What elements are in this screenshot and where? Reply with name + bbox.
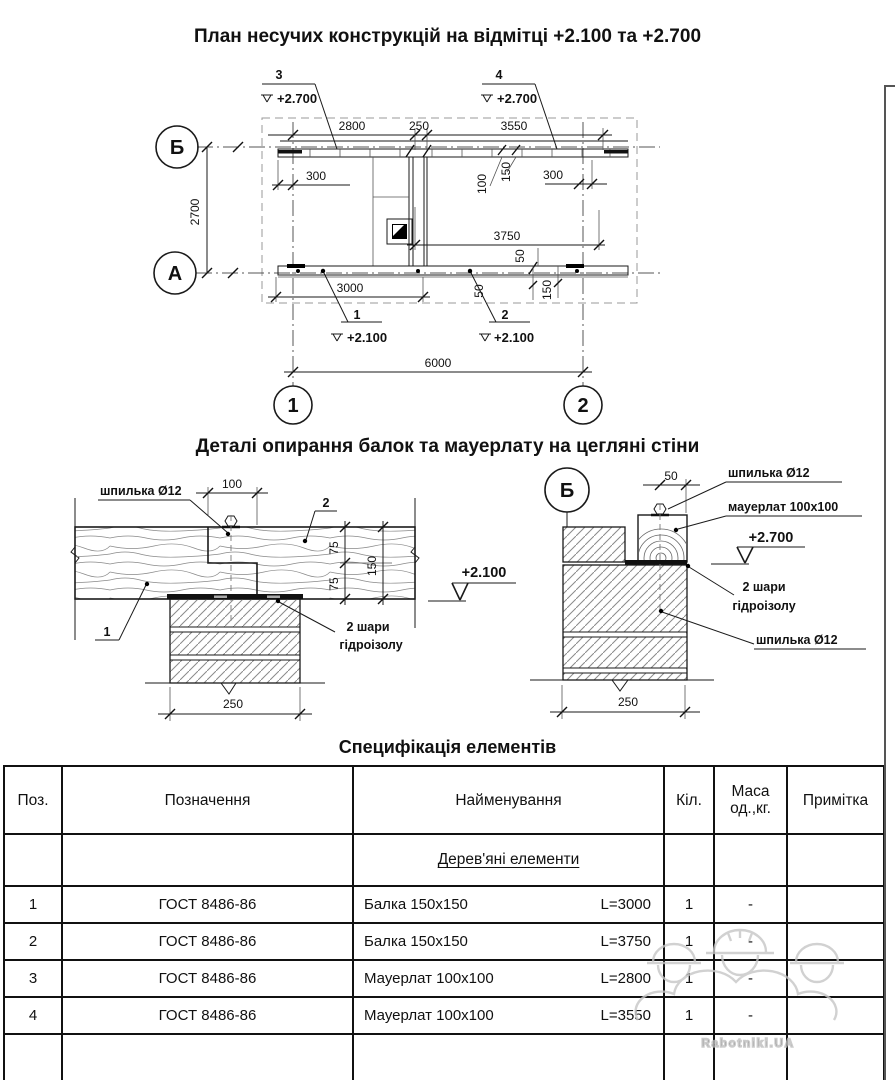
- row-name: Мауерлат 100x100 L=3550: [354, 998, 665, 1035]
- page-border-right: [884, 85, 886, 1080]
- watermark-text: Rabotniki.UA: [701, 1036, 795, 1050]
- dim-3750: [407, 207, 605, 266]
- dim-150: 150: [499, 161, 513, 183]
- dim-lap-100: [196, 477, 268, 525]
- dim-300-left: 300: [305, 169, 327, 183]
- top-wall: [278, 141, 628, 157]
- dim-50-label: 50: [664, 469, 678, 483]
- spec-group-row: [3, 835, 885, 887]
- table-row: [3, 998, 885, 1035]
- mauerlat-callout: [674, 500, 862, 532]
- wall-top-section: [563, 527, 625, 562]
- callout-3-number: 3: [275, 68, 283, 82]
- elevation-2700-label: +2.700: [748, 530, 794, 546]
- dim-6000: [284, 356, 592, 377]
- row-name: Балка 150x150 L=3750: [354, 924, 665, 961]
- row-designation: ГОСТ 8486-86: [63, 887, 354, 924]
- dim-2700: 2700: [188, 198, 202, 226]
- callout-3-elevation: +2.700: [277, 91, 318, 106]
- details-drawing: [0, 455, 895, 765]
- row-note: [788, 887, 885, 924]
- row-name: Балка 150x150 L=3000: [354, 887, 665, 924]
- callout-2: [468, 269, 534, 345]
- spec-open-row: [3, 1035, 885, 1080]
- page-border-stub: [884, 85, 895, 87]
- waterproofing-right-label-2: гідроізолу: [732, 599, 796, 613]
- table-row: [3, 961, 885, 998]
- dim-250: 250: [408, 119, 430, 133]
- row-note: [788, 961, 885, 998]
- chimney-symbol: [387, 219, 412, 244]
- middle-wall: [373, 157, 427, 266]
- group-title: Дерев'яні елементи: [437, 851, 580, 868]
- dim-pier-250: [158, 687, 312, 721]
- header-pos: Поз.: [3, 765, 63, 835]
- stud-label: шпилька Ø12: [100, 484, 182, 498]
- callout-4-elevation: +2.700: [497, 91, 538, 106]
- detail-b-axis-label: Б: [559, 480, 575, 502]
- callout-2-elevation: +2.100: [494, 330, 535, 345]
- beam2-label: 2: [322, 496, 330, 510]
- stud-right-label: шпилька Ø12: [728, 466, 810, 480]
- row-mass: -: [715, 961, 788, 998]
- dim-250-right-label: 250: [617, 695, 639, 709]
- callout-4-number: 4: [495, 68, 503, 82]
- row-pos: 1: [3, 887, 63, 924]
- brick-pier: [145, 594, 325, 694]
- dim-50-bottom: 50: [472, 284, 486, 298]
- waterproofing-label-1: 2 шари: [346, 620, 390, 634]
- axis-lines: [196, 122, 660, 386]
- table-row: [3, 924, 885, 961]
- row-designation: ГОСТ 8486-86: [63, 998, 354, 1035]
- axis-2-label: 2: [577, 395, 589, 417]
- mauerlat-label: мауерлат 100x100: [728, 500, 839, 514]
- header-designation: Позначення: [63, 765, 354, 835]
- axis-a-label: А: [167, 263, 183, 285]
- dim-top-chain: [268, 119, 612, 150]
- header-note: Примітка: [788, 765, 885, 835]
- spec-header-row: [3, 765, 885, 835]
- row-pos: 2: [3, 924, 63, 961]
- dim-overhangs: [272, 160, 607, 190]
- dim-3550: 3550: [500, 119, 528, 133]
- dim-300-right: 300: [542, 168, 564, 182]
- waterproofing-right-label-1: 2 шари: [742, 580, 786, 594]
- callout-1-elevation: +2.100: [347, 330, 388, 345]
- plan-drawing: [0, 60, 895, 425]
- dim-50-top: 50: [513, 249, 527, 263]
- dim-2800: 2800: [338, 119, 366, 133]
- waterproofing-callout-right: [686, 564, 796, 613]
- row-name: Мауерлат 100x100 L=2800: [354, 961, 665, 998]
- elevation-2700: [711, 530, 805, 564]
- row-note: [788, 924, 885, 961]
- waterproofing-layer-right: [625, 560, 687, 565]
- brick-wall-right: [530, 565, 714, 691]
- spec-table: [3, 765, 885, 1080]
- waterproofing-layer: [167, 594, 303, 600]
- row-qty: 1: [665, 961, 715, 998]
- callout-1-number: 1: [353, 308, 361, 322]
- header-qty: Кіл.: [665, 765, 715, 835]
- stud-right-label-2: шпилька Ø12: [756, 633, 838, 647]
- axis-1-label: 1: [287, 395, 299, 417]
- row-mass: -: [715, 887, 788, 924]
- detail-right: [530, 466, 866, 719]
- axis-b-label: Б: [169, 137, 185, 159]
- callout-2-number: 2: [501, 308, 509, 322]
- table-row: [3, 887, 885, 924]
- dim-3000: [268, 277, 430, 302]
- callout-3: [261, 68, 337, 149]
- dim-150-label: 150: [365, 555, 379, 577]
- header-mass: Маса од.,кг.: [715, 765, 788, 835]
- dim-50-right: [643, 469, 700, 513]
- dim-wall-250: [550, 685, 700, 719]
- spec-title: Специфікація елементів: [338, 737, 557, 757]
- dim-100-label: 100: [221, 477, 243, 491]
- dim-75b-label: 75: [327, 577, 341, 591]
- dim-100-150: [475, 157, 516, 194]
- plan-title: План несучих конструкцій на відмітці +2.100 та +2.700: [193, 26, 702, 47]
- row-designation: ГОСТ 8486-86: [63, 924, 354, 961]
- waterproofing-label-2: гідроізолу: [339, 638, 403, 652]
- row-designation: ГОСТ 8486-86: [63, 961, 354, 998]
- row-qty: 1: [665, 998, 715, 1035]
- stud-callout-right-bottom: [659, 609, 866, 649]
- row-pos: 4: [3, 998, 63, 1035]
- row-mass: -: [715, 924, 788, 961]
- row-mass: -: [715, 998, 788, 1035]
- elevation-2100-label: +2.100: [461, 565, 507, 581]
- row-pos: 3: [3, 961, 63, 998]
- dim-50-150-bottom: [472, 266, 562, 300]
- dim-150-bottom: 150: [540, 279, 554, 301]
- dim-6000: 6000: [424, 356, 452, 370]
- header-name: Найменування: [354, 765, 665, 835]
- dim-250-left-label: 250: [222, 697, 244, 711]
- row-qty: 1: [665, 924, 715, 961]
- dim-3750: 3750: [493, 229, 521, 243]
- dim-75a-label: 75: [327, 541, 341, 555]
- callout-4: [481, 68, 557, 149]
- row-qty: 1: [665, 887, 715, 924]
- details-title: Деталі опирання балок та мауерлату на цегляні стіни: [195, 436, 700, 457]
- dim-3000: 3000: [336, 281, 364, 295]
- elevation-2100: [428, 565, 516, 601]
- dim-100: 100: [475, 173, 489, 195]
- beam1-label: 1: [103, 625, 111, 639]
- row-note: [788, 998, 885, 1035]
- bottom-wall: [278, 262, 628, 277]
- detail-left: [71, 477, 516, 721]
